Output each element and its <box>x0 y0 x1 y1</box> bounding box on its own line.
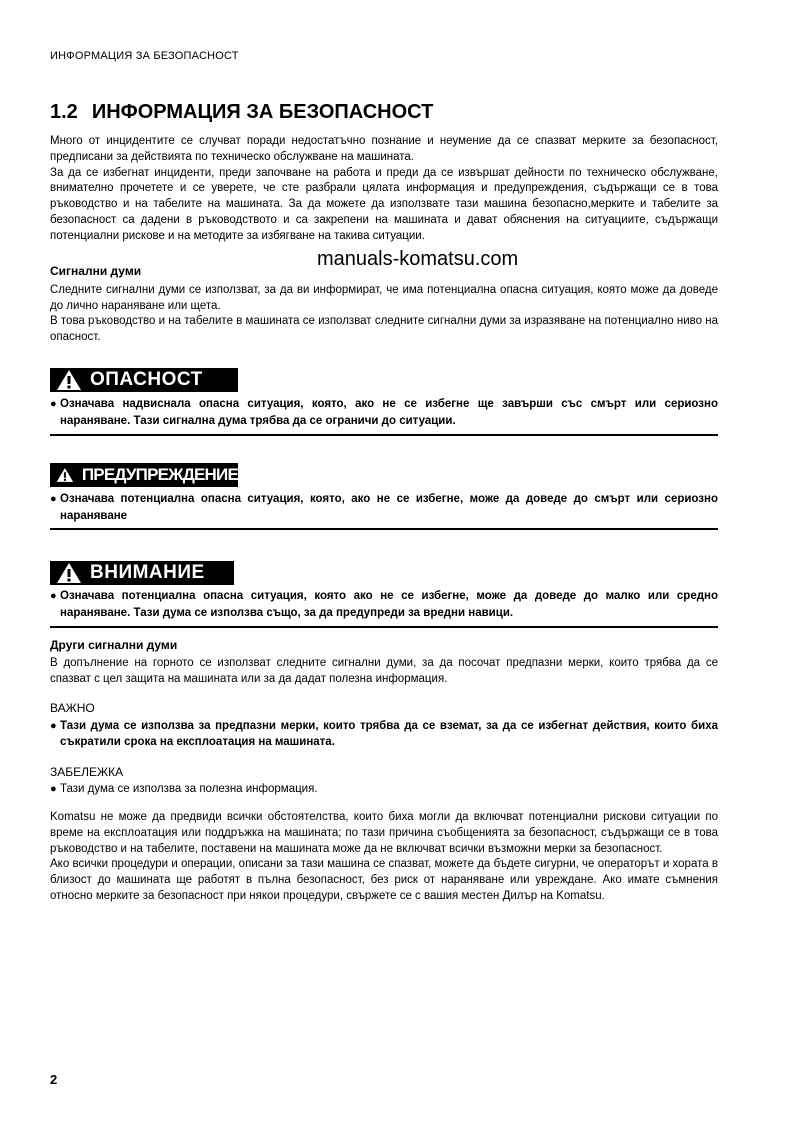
intro-paragraph-1: Много от инцидентите се случват поради недостатъчно познание и неумение да се спазват мерките за безопасност, предписани за действията по техническо обслужване на машината. <box>50 135 718 163</box>
other-words-block <box>50 638 718 687</box>
note-label: ЗАБЕЛЕЖКА <box>50 765 124 779</box>
danger-banner <box>50 368 238 392</box>
bullet-dot-icon: ● <box>50 493 57 505</box>
bullet-dot-icon: ● <box>50 590 57 602</box>
intro-paragraph-2: За да се избегнат инциденти, преди започване на работа и преди да се извършат дейности по техническо обслужване, внимателно прочетете и се уверете, че сте разбрали цялата информация и предупреждения, съдържащи се в това ръководство и на табелите на машината. За да можете да използвате тази машина безопасно,мерките и табелите за безопасност са дадени в ръководството и са закрепени на машината и дават обяснения на ситуациите, съдържащи потенциални рискове и на методите за избягване на такива ситуации. <box>50 166 718 242</box>
important-text: ● Тази дума се използва за предпазни мерки, които трябва да се вземат, за да се избегнат действия, които биха съкратили срока на експлоатация на машината. <box>50 718 718 751</box>
important-label: ВАЖНО <box>50 701 95 715</box>
bullet-dot-icon: ● <box>50 719 57 732</box>
warning-banner <box>50 463 238 487</box>
other-words-paragraph: В допълнение на горното се използват следните сигнални думи, за да посочат предпазни мерки, които трябва да се спазват с цел защита на машината или за да дадат полезна информация. <box>50 656 718 685</box>
bullet-dot-icon: ● <box>50 782 57 795</box>
signal-words-paragraph-2: В това ръководство и на табелите в машината се използват следните сигнални думи за изразяване на потенциално ниво на опасност. <box>50 315 718 344</box>
section-title <box>50 101 433 124</box>
warning-triangle-icon <box>56 464 74 486</box>
signal-words-block <box>50 264 718 346</box>
section-number: 1.2 <box>50 101 78 123</box>
closing-paragraph-2: Ако всички процедури и операции, описани за тази машина се спазват, можете да бъдете сигурни, че операторът и хората в близост до машината ще работят в пълна безопасност, без риск от нараняване или увреждане. Ако имате съмнения относно мерките за безопасност при някои процедури, свържете се с вашия местен Дилър на Komatsu. <box>50 858 718 902</box>
danger-text: ● Означава надвиснала опасна ситуация, която, ако не се избегне ще завърши със смърт или сериозно нараняване. Тази сигнална дума трябва да се ограничи до ситуации. <box>50 396 718 429</box>
other-words-heading: Други сигнални думи <box>50 638 178 652</box>
caution-text: ● Означава потенциална опасна ситуация, която ако не се избегне, може да доведе до малко или средно нараняване. Тази дума се използва също, за да предупреди за вредни навици. <box>50 588 718 621</box>
danger-divider <box>50 434 718 436</box>
warning-label: ПРЕДУПРЕЖДЕНИЕ <box>81 465 238 484</box>
watermark: manuals-komatsu.com <box>317 248 519 270</box>
page-number: 2 <box>50 1072 58 1087</box>
warning-text: ● Означава потенциална опасна ситуация, която, ако не се избегне, може да доведе до смърт или сериозно нараняване <box>50 491 718 524</box>
signal-words-heading: Сигнални думи <box>50 264 142 278</box>
signal-words-paragraph-1: Следните сигнални думи се използват, за да ви информират, че има потенциална опасна ситуация, която може да доведе до лично нараняване или щета. <box>50 283 718 312</box>
note-block <box>50 765 718 798</box>
closing-block <box>50 810 718 905</box>
warning-triangle-icon <box>56 562 82 584</box>
closing-paragraph-1: Komatsu не може да предвиди всички обстоятелства, които биха могли да включват потенциални рискови ситуации по време на експлоатация или поддръжка на машината; по тази причина съобщенията за безопасност, съдържащи се в това ръководство и на табелите, поставени на машината може да не включват всички възможни мерки за безопасност. <box>50 811 718 855</box>
caution-label: ВНИМАНИЕ <box>90 562 205 583</box>
warning-triangle-icon <box>56 369 82 391</box>
danger-label: ОПАСНОСТ <box>90 369 203 390</box>
warning-divider <box>50 528 718 530</box>
caution-divider <box>50 626 718 628</box>
intro-block <box>50 134 718 245</box>
running-head: ИНФОРМАЦИЯ ЗА БЕЗОПАСНОСТ <box>50 50 239 62</box>
note-text: ● Тази дума се използва за полезна информация. <box>50 782 718 798</box>
section-heading: ИНФОРМАЦИЯ ЗА БЕЗОПАСНОСТ <box>91 101 434 123</box>
important-block <box>50 701 718 751</box>
caution-banner <box>50 561 234 585</box>
bullet-dot-icon: ● <box>50 398 57 410</box>
